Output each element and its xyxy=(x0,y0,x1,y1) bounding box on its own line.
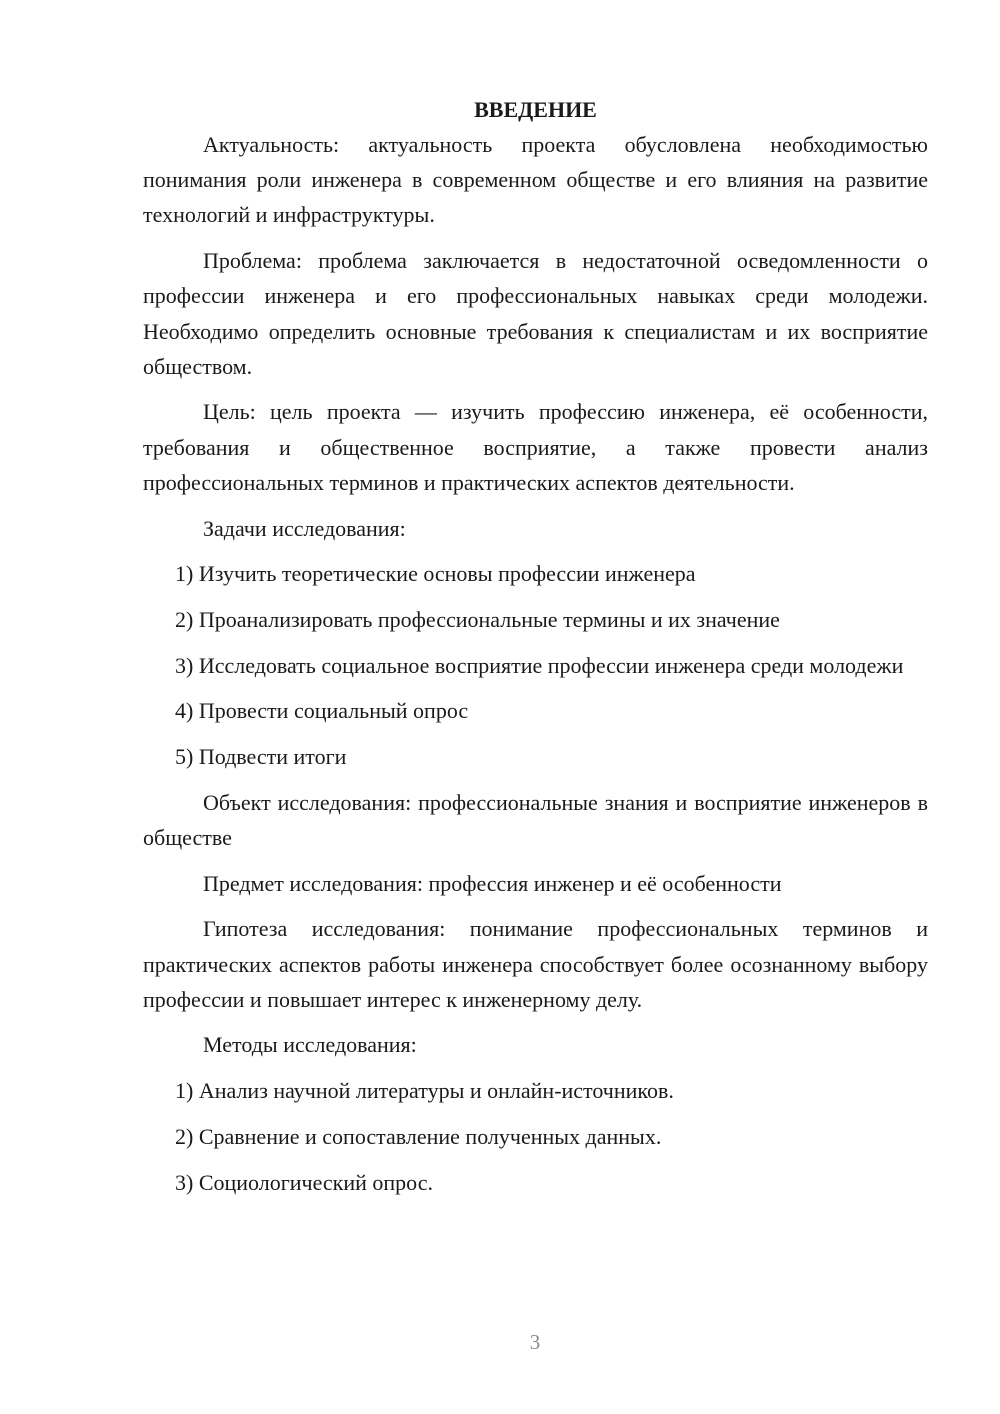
page-number: 3 xyxy=(529,1330,541,1354)
method-item: 3) Социологический опрос. xyxy=(175,1169,433,1195)
goal-paragraph: Цель: цель проекта — изучить профессию инженера, её особенности, требования и общественное восприятие, а также провести анализ профессиональных терминов и практических аспектов деятельности. xyxy=(143,399,928,495)
tasks-heading: Задачи исследования: xyxy=(203,515,406,541)
hypothesis-paragraph: Гипотеза исследования: понимание профессиональных терминов и практических аспектов работы инженера способствует более осознанному выбору профессии и повышает интерес к инженерному делу. xyxy=(143,916,928,1012)
task-item: 1) Изучить теоретические основы профессии инженера xyxy=(175,561,696,587)
document-page xyxy=(143,92,928,1210)
task-item: 2) Проанализировать профессиональные термины и их значение xyxy=(175,606,780,632)
problem-paragraph: Проблема: проблема заключается в недостаточной осведомленности о профессии инженера и его профессиональных навыках среди молодежи. Необходимо определить основные требования к специалистам и их восприятие обществом. xyxy=(143,248,928,379)
subject-paragraph: Предмет исследования: профессия инженер и её особенности xyxy=(203,870,782,896)
section-title: ВВЕДЕНИЕ xyxy=(474,97,597,122)
method-item: 1) Анализ научной литературы и онлайн-источников. xyxy=(175,1078,674,1104)
task-item: 3) Исследовать социальное восприятие профессии инженера среди молодежи xyxy=(175,652,904,678)
task-item: 5) Подвести итоги xyxy=(175,744,347,770)
methods-heading: Методы исследования: xyxy=(203,1032,417,1058)
task-item: 4) Провести социальный опрос xyxy=(175,698,469,724)
method-item: 2) Сравнение и сопоставление полученных данных. xyxy=(175,1123,662,1149)
object-paragraph: Объект исследования: профессиональные знания и восприятие инженеров в обществе xyxy=(143,789,928,850)
relevance-paragraph: Актуальность: актуальность проекта обусловлена необходимостью понимания роли инженера в современном обществе и его влияния на развитие технологий и инфраструктуры. xyxy=(143,132,928,228)
